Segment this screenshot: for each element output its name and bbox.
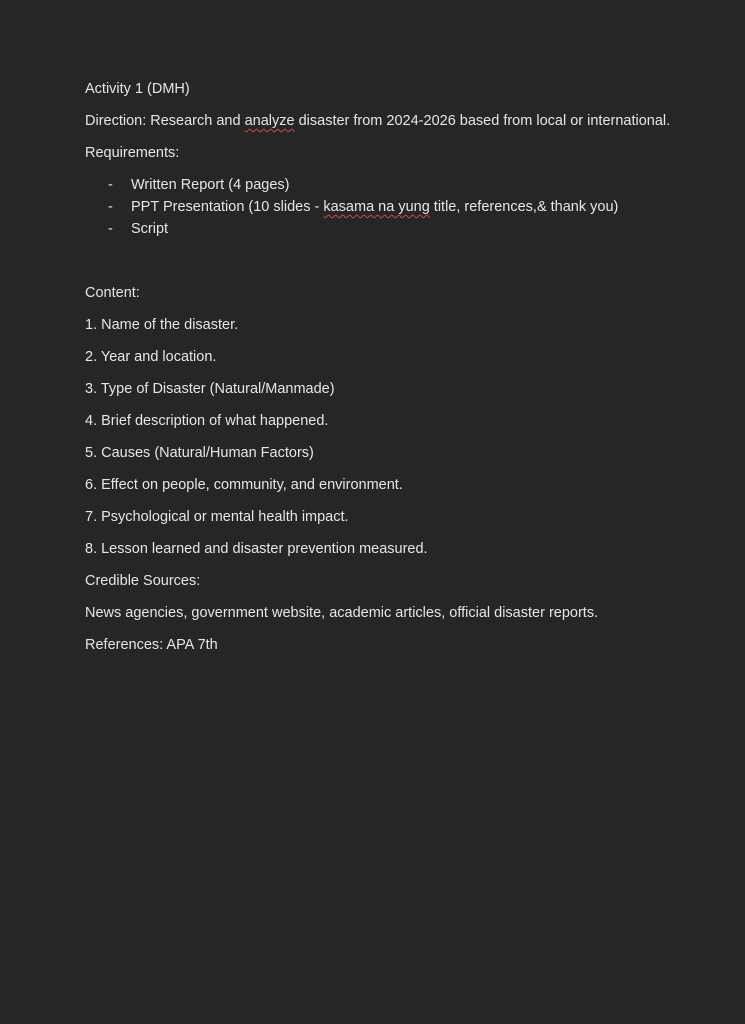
content-item-3: 3. Type of Disaster (Natural/Manmade) (85, 381, 335, 397)
document-body[interactable] (85, 78, 705, 666)
content-item-6: 6. Effect on people, community, and environment. (85, 477, 403, 493)
misspelled-word-analyze[interactable]: analyze (244, 113, 295, 129)
activity-title: Activity 1 (DMH) (85, 81, 190, 97)
content-item-4: 4. Brief description of what happened. (85, 413, 329, 429)
direction-text-end: disaster from 2024-2026 based from local or international. (294, 113, 671, 129)
requirement-written-report: Written Report (4 pages) (131, 177, 290, 193)
list-item (85, 218, 705, 240)
bullet-dash: - (108, 199, 113, 215)
bullet-dash: - (108, 221, 113, 237)
list-item (85, 174, 705, 196)
direction-text-start: Direction: Research and (85, 113, 245, 129)
sources-label: Credible Sources: (85, 573, 201, 589)
direction-paragraph (85, 110, 705, 132)
requirement-script: Script (131, 221, 169, 237)
content-label: Content: (85, 285, 140, 301)
sources-text: News agencies, government website, academic articles, official disaster reports. (85, 605, 599, 621)
content-item-5: 5. Causes (Natural/Human Factors) (85, 445, 314, 461)
blank-line (85, 240, 705, 282)
requirements-list (85, 174, 705, 240)
content-item-7: 7. Psychological or mental health impact. (85, 509, 349, 525)
content-item-8: 8. Lesson learned and disaster prevention measured. (85, 541, 428, 557)
bullet-dash: - (108, 177, 113, 193)
content-item-1: 1. Name of the disaster. (85, 317, 239, 333)
list-item (85, 196, 705, 218)
requirement-ppt-end: title, references,& thank you) (429, 199, 619, 215)
misspelled-phrase-kasama[interactable]: kasama na yung (323, 199, 430, 215)
requirement-ppt-start: PPT Presentation (10 slides - (131, 199, 324, 215)
content-item-2: 2. Year and location. (85, 349, 217, 365)
references-line: References: APA 7th (85, 637, 218, 653)
requirements-label: Requirements: (85, 145, 180, 161)
